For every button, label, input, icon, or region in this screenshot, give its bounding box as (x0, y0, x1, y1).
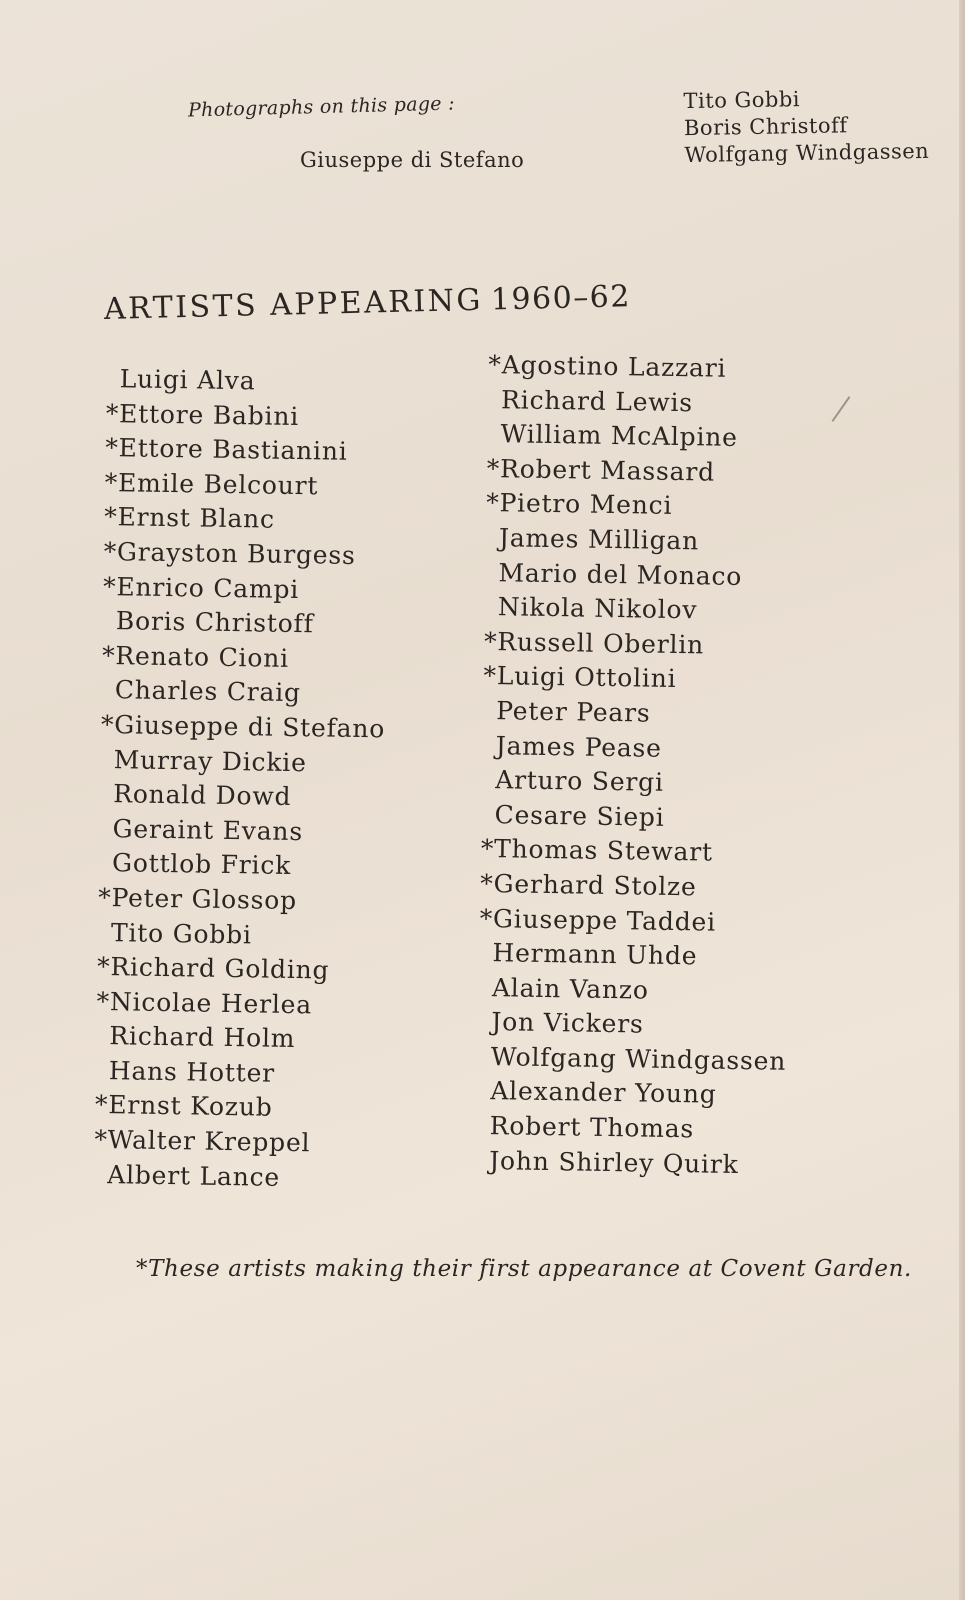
artist-list-item (94, 1088, 379, 1127)
artist-list-item (486, 452, 796, 491)
artist-list-item (100, 708, 385, 747)
artist-list-item (95, 1019, 380, 1058)
artist-list-item (478, 936, 788, 975)
first-appearance-mark: * (486, 453, 501, 483)
artist-list-item (94, 1123, 379, 1162)
artist-list-item (484, 590, 794, 629)
artist-list-item (96, 950, 381, 989)
artist-name: Renato Cioni (115, 640, 290, 673)
artist-name: Luigi Alva (119, 364, 256, 396)
first-appearance-mark: * (104, 502, 118, 532)
artist-name: Richard Golding (110, 952, 330, 985)
artist-list-item (480, 798, 790, 837)
artist-name: Geraint Evans (112, 813, 304, 846)
artist-name: Gerhard Stolze (493, 869, 697, 902)
artist-list-item (96, 985, 381, 1024)
artist-name: Giuseppe Taddei (492, 903, 717, 937)
photograph-caption-name: Boris Christoff (683, 113, 848, 141)
artist-name: Richard Lewis (500, 384, 694, 417)
first-appearance-mark: * (483, 661, 498, 691)
artist-name: Ettore Babini (118, 398, 300, 431)
footnote: *These artists making their first appearance at Covent Garden. (136, 1256, 912, 1282)
artist-name: John Shirley Quirk (489, 1145, 739, 1179)
first-appearance-mark: * (104, 467, 119, 497)
artist-name: Albert Lance (107, 1159, 281, 1192)
artist-name: Arturo Sergi (494, 765, 665, 797)
first-appearance-mark: * (101, 640, 116, 670)
artist-list-item (93, 1158, 378, 1197)
artist-name: Russell Oberlin (497, 626, 705, 660)
artist-list-item (485, 486, 795, 525)
photograph-caption-name: Wolfgang Windgassen (684, 138, 930, 168)
artist-list-item (105, 362, 390, 401)
first-appearance-mark: * (105, 398, 120, 428)
artist-list-item (104, 466, 389, 505)
artist-name: Wolfgang Windgassen (490, 1042, 787, 1076)
first-appearance-mark: * (105, 433, 119, 463)
artist-list-item (484, 556, 794, 595)
artist-name: Ernst Kozub (108, 1090, 273, 1123)
first-appearance-mark: * (98, 882, 112, 913)
artist-list-item (102, 604, 387, 643)
artist-name: Grayston Burgess (116, 537, 356, 570)
artist-list-item (101, 673, 386, 712)
artist-name: Gottlob Frick (111, 848, 292, 881)
photographs-label: Photographs on this page : (187, 92, 456, 122)
artist-name: Robert Thomas (489, 1111, 695, 1144)
photograph-caption-right (683, 84, 929, 169)
artist-name: Emile Belcourt (117, 467, 319, 501)
heading-years: 1960–62 (490, 279, 632, 318)
artist-list-item (487, 383, 797, 422)
artist-list-item (97, 881, 382, 920)
artist-name: Alexander Young (490, 1076, 717, 1110)
artist-name: Richard Holm (109, 1021, 296, 1054)
pencil-mark (832, 396, 851, 422)
first-appearance-mark: * (483, 626, 498, 656)
heading-title: ARTISTS APPEARING (103, 282, 484, 327)
artist-name: Mario del Monaco (498, 557, 743, 591)
artist-list-item (102, 570, 387, 609)
artist-list-item (99, 742, 384, 781)
first-appearance-mark: * (96, 952, 111, 982)
artist-list-item (103, 500, 388, 539)
artist-name: Enrico Campi (116, 571, 300, 604)
artist-name: Alain Vanzo (491, 972, 649, 1005)
first-appearance-mark: * (480, 834, 495, 864)
artist-name: Giuseppe di Stefano (114, 710, 386, 744)
artist-name: Jon Vickers (491, 1007, 644, 1039)
artist-name: Agostino Lazzari (501, 350, 727, 383)
artist-list-item (478, 971, 788, 1010)
artist-name: Boris Christoff (115, 606, 314, 639)
artist-name: Hans Hotter (108, 1056, 276, 1088)
artist-list-item (477, 1040, 787, 1079)
artist-list-item (98, 812, 383, 851)
first-appearance-mark: * (486, 488, 500, 518)
photograph-caption-name: Tito Gobbi (683, 87, 801, 114)
artist-list-item (481, 763, 791, 802)
artist-list-item (101, 639, 386, 678)
artist-name: Cesare Siepi (494, 799, 665, 832)
artist-name: Luigi Ottolini (496, 661, 677, 694)
artist-name: Ettore Bastianini (118, 433, 348, 466)
artist-list-item (480, 832, 790, 871)
artist-list-item (95, 1054, 380, 1093)
artist-name: Peter Pears (496, 696, 651, 728)
first-appearance-mark: * (94, 1124, 109, 1155)
artist-list-item (481, 728, 791, 767)
artist-list-item (487, 348, 797, 387)
artist-list-item (483, 625, 793, 664)
artist-list-item (476, 1074, 786, 1113)
artists-list-left (93, 362, 391, 1197)
artist-list-item (479, 867, 789, 906)
first-appearance-mark: * (488, 350, 502, 380)
first-appearance-mark: * (100, 709, 115, 740)
artist-name: Thomas Stewart (493, 834, 714, 867)
artist-list-item (105, 397, 390, 436)
first-appearance-mark: * (94, 1090, 109, 1120)
artist-name: Ernst Blanc (117, 502, 276, 535)
artist-list-item (486, 417, 796, 456)
artist-name: Peter Glossop (111, 883, 298, 915)
first-appearance-mark: * (96, 986, 111, 1016)
artist-name: James Pease (495, 730, 663, 763)
artist-name: Hermann Uhde (492, 938, 698, 971)
page-heading (104, 279, 632, 327)
first-appearance-mark: * (103, 536, 118, 567)
artist-name: Walter Kreppel (107, 1125, 311, 1158)
artist-list-item (479, 901, 789, 940)
artist-list-item (483, 659, 793, 698)
artist-name: Murray Dickie (113, 744, 307, 777)
artist-list-item (103, 535, 388, 574)
artist-name: Pietro Menci (499, 488, 673, 521)
first-appearance-mark: * (480, 868, 494, 899)
artist-name: Ronald Dowd (112, 779, 292, 812)
artist-list-item (99, 777, 384, 816)
artist-name: Robert Massard (499, 453, 716, 487)
artists-list-right (475, 348, 797, 1183)
artist-name: Nikola Nikolov (497, 592, 698, 625)
artist-list-item (104, 431, 389, 470)
artist-name: James Milligan (498, 523, 700, 556)
artist-name: Tito Gobbi (110, 917, 253, 949)
artist-list-item (475, 1144, 785, 1183)
artist-list-item (476, 1109, 786, 1148)
first-appearance-mark: * (102, 571, 117, 601)
artist-list-item (98, 846, 383, 885)
photograph-caption-left: Giuseppe di Stefano (300, 148, 525, 172)
artist-list-item (482, 694, 792, 733)
artist-name: Nicolae Herlea (109, 986, 313, 1019)
artist-list-item (97, 915, 382, 954)
artist-list-item (485, 521, 795, 560)
first-appearance-mark: * (479, 903, 494, 933)
artist-list-item (477, 1005, 787, 1044)
artist-name: Charles Craig (114, 675, 302, 708)
artist-name: William McAlpine (500, 419, 738, 453)
page-edge (959, 0, 965, 1600)
